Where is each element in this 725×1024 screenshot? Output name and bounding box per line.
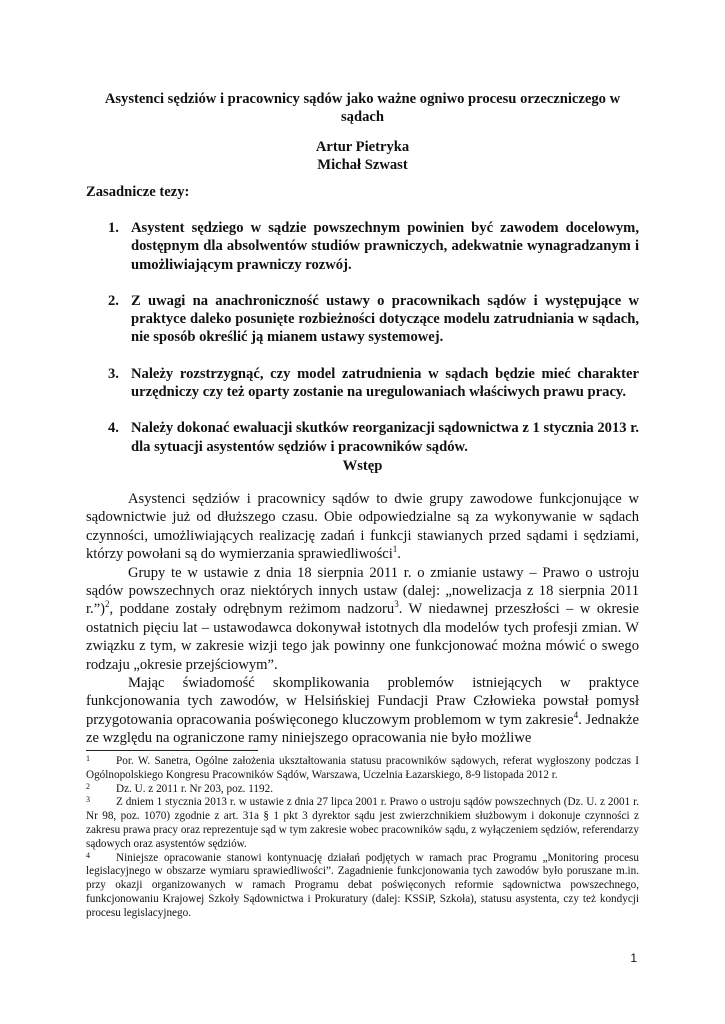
footnote-text: Por. W. Sanetra, Ogólne założenia ukształtowania statusu pracowników sądowych, referat wygłoszony podczas I Ogólnopolskiego Kongresu Pracowników Sądów, Warszawa, Uczelnia Łazarskiego, 8-9 listopada 2012 r. xyxy=(86,755,639,781)
paragraph-text: Mając świadomość skomplikowania problemów istniejących w praktyce funkcjonowania tych zawodów, w Helsińskiej Fundacji Praw Człowieka powstał pomysł przygotowania opracowania poświęconego kluczowym problemom w tym zakresie xyxy=(86,675,639,728)
thesis-text: Należy rozstrzygnąć, czy model zatrudnienia w sądach będzie mieć charakter urzędniczy czy też oparty zostanie na uregulowaniach właściwych prawu pracy. xyxy=(131,365,639,401)
footnote-text: Niniejsze opracowanie stanowi kontynuację działań podjętych w ramach prac Programu „Monitoring procesu legislacyjnego w obszarze wymiaru sprawiedliwości”. Zagadnienie funkcjonowania tych zawodów było poruszane m.in. przy okazji organizowanych w ramach Programu debat poświęconych reformie sądownictwa powszechnego, funkcjonowaniu Krajowej Szkoły Sądownictwa i Prokuratury (dalej: KSSiP, Szkoła), statusu asystenta, czy też kondycji procesu legislacyjnego. xyxy=(86,851,639,919)
footnote-ref[interactable]: 4 xyxy=(573,710,579,721)
footnote xyxy=(86,796,639,851)
paragraph-text: Grupy te w ustawie z dnia 18 sierpnia 2011 r. o zmianie ustawy – Prawo o ustroju sądów powszechnych oraz niektórych innych ustaw (dalej: „nowelizacja z 18 sierpnia 2011 r.”) xyxy=(86,564,639,618)
footnotes xyxy=(86,755,639,921)
footnote-ref[interactable]: 1 xyxy=(392,544,398,555)
thesis-number: 3. xyxy=(108,365,119,382)
footnote-ref[interactable]: 2 xyxy=(105,599,110,610)
footnote xyxy=(86,783,639,797)
footnote-number: 4 xyxy=(86,850,90,860)
thesis-text: Z uwagi na anachroniczność ustawy o pracownikach sądów i występujące w praktyce daleko posunięte rozbieżności dotyczące modelu zatrudniania w sądach, nie sposób określić ją mianem ustawy systemowej. xyxy=(131,292,639,346)
author-name: Michał Szwast xyxy=(317,157,408,173)
thesis-number: 4. xyxy=(108,420,119,437)
thesis-number: 1. xyxy=(108,220,119,236)
body-text xyxy=(86,490,639,748)
footnote-text: Dz. U. z 2011 r. Nr 203, poz. 1192. xyxy=(116,782,274,795)
page-number: 1 xyxy=(630,951,637,965)
footnote-ref[interactable]: 3 xyxy=(394,599,399,610)
paragraph-text: . Jednakże ze względu na ograniczone ramy niniejszego opracowania nie było możliwe xyxy=(86,711,639,747)
paragraph-text: . xyxy=(397,546,401,563)
thesis-item xyxy=(86,219,639,274)
thesis-item xyxy=(86,292,639,347)
footnote-number: 1 xyxy=(86,754,90,763)
thesis-item xyxy=(86,419,639,456)
footnote xyxy=(86,755,639,783)
document-title: Asystenci sędziów i pracownicy sądów jako ważne ogniwo procesu orzeczniczego w sądach xyxy=(104,91,621,125)
footnote-number: 2 xyxy=(86,781,90,791)
theses-heading: Zasadnicze tezy: xyxy=(86,184,190,200)
thesis-item xyxy=(86,365,639,402)
paragraph xyxy=(86,674,639,748)
thesis-text: Należy dokonać ewaluacji skutków reorganizacji sądownictwa z 1 stycznia 2013 r. dla sytuacji asystentów sędziów i pracowników sądów. xyxy=(131,420,639,455)
paragraph-text: Asystenci sędziów i pracownicy sądów to dwie grupy zawodowe funkcjonujące w sądownictwie już od dłuższego czasu. Obie odpowiedzialne są za wykonywanie w sądach czynności, umożliwiających realizację zadań i funkcji stawianych przed sądami i sędziami, którzy powołani są do wymierzania sprawiedliwości xyxy=(86,491,639,563)
thesis-number: 2. xyxy=(108,292,119,309)
paragraph-text: . W niedawnej przeszłości – w okresie ostatnich pięciu lat – ustawodawca dokonywał istotnych dla modelów tych profesji zmian. W związku z tym, w zakresie wizji tego jak powinny one funkcjonować można mówić o swego rodzaju „okresie przejściowym”. xyxy=(86,601,639,673)
paragraph xyxy=(86,490,639,564)
footnote-text: Z dniem 1 stycznia 2013 r. w ustawie z dnia 27 lipca 2001 r. Prawo o ustroju sądów powszechnych (Dz. U. z 2001 r. Nr 98, poz. 1070) zgodnie z art. 31a § 1 pkt 3 dyrektor sądu jest zwierzchnikiem służbowym i dokonuje czynności z zakresu prawa pracy oraz reprezentuje sąd w tym zakresie wobec pracowników sądu, z wyłączeniem sędziów, referendarzy sądowych oraz asystentów sędziów. xyxy=(86,796,639,850)
thesis-text: Asystent sędziego w sądzie powszechnym powinien być zawodem docelowym, dostępnym dla absolwentów studiów prawniczych, adekwatnie wynagradzanym i umożliwiającym prawniczy rozwój. xyxy=(131,220,639,273)
author-name: Artur Pietryka xyxy=(315,139,410,155)
paragraph-text: , poddane zostały odrębnym reżimom nadzoru xyxy=(109,601,395,618)
authors-block xyxy=(90,138,635,174)
theses-list xyxy=(86,219,639,474)
paragraph xyxy=(86,564,639,674)
footnote-number: 3 xyxy=(86,795,90,805)
section-heading: Wstęp xyxy=(342,458,383,474)
footnote-separator xyxy=(86,750,258,751)
footnote xyxy=(86,852,639,921)
